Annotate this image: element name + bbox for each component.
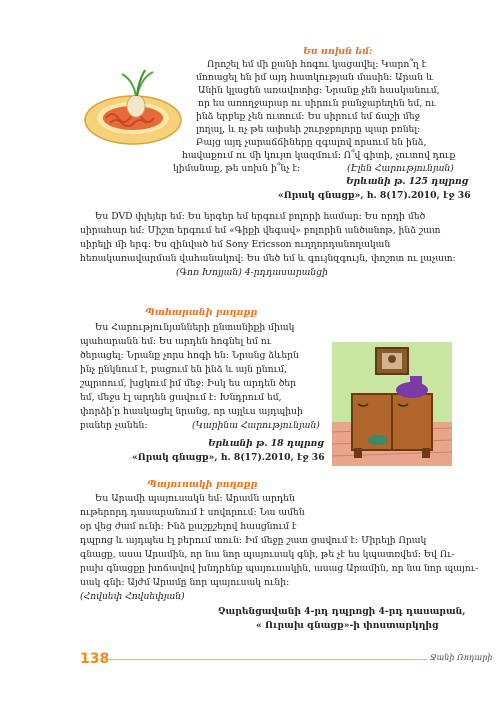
author: (Կարինա Հարությունյան): [192, 420, 320, 431]
text-line: ինչ ընկնում է, բացում են ինձ և այն ընում,: [80, 364, 287, 375]
author: (Գոռ Խոյյան) 4-րդդասարանցի: [176, 267, 328, 278]
text-line: Բայց այդ չարաճճիները զգալով որսում են ինձ,: [196, 137, 427, 148]
footer-divider: [104, 659, 427, 660]
text-line: շպրտում, խցկում իմ մեջ: Իսկ ես արդեն ծեր: [80, 378, 297, 389]
text-line: ութերորդ դասարանում է սովորում: Նա ամեն: [80, 507, 305, 518]
text-line: Ես Հարությունյանների ընտանիքի միակ: [95, 322, 295, 333]
source: « Ուրախ գնացք»-ի փոստարկղից: [256, 620, 439, 631]
text-line: մոռացել են իմ այդ հատկության մասին: Արան և: [196, 72, 434, 83]
text-line: պահարանն եմ: Ես արդեն հոգնել եմ ու: [80, 336, 272, 347]
text-line: րախ գնացքը խոճավով խնդրենք պայուսակին, ասաց Արամին, որ նա նոր պայու-: [80, 563, 479, 574]
school: Չարենցավանի 4-րդ դպրոցի 4-րդ դասարան,: [218, 606, 466, 617]
text-line: ինձ երբեք չեն ուտում: Ես սիրում եմ ճաշի մեջ: [196, 111, 420, 122]
text-line: սակ գնի: Այժմ Արամը նոր պայուսակ ունի:: [80, 577, 290, 588]
text-line: հավաքում ու մի կույտ կազմում: Ո՞վ գիտի, չուտով դուք: [182, 150, 456, 161]
text-line: փորձի՛ր հասկացել նրանց, որ այլևս այդպիսի: [80, 406, 303, 417]
page-number: 138: [80, 651, 110, 667]
source: «Որակ գնացք», հ. 8(17).2010, էջ 36: [132, 452, 325, 463]
text-line: Որոշել եմ մի քանի հոգու կացավել: Կարո՞ղ է: [207, 59, 427, 70]
text-line: բաներ չանեն:: [80, 420, 148, 431]
text-line: որ ես առողջարար ու սիրուն բանջարեղեն եմ, ու: [198, 98, 436, 109]
text-line: հեռակառավարման վահանակով: Ես մեծ եմ և գույնզգույն, փոշոտ ու լաչատ:: [80, 253, 456, 264]
school: Երևանի թ. 18 դպրոց: [208, 438, 324, 449]
text-line: Անին կլացեն առավոտից: Նրանք չեն հասկանում,: [198, 85, 440, 96]
text-line: գնացք, ասա Արամին, որ նա նոր պայուսակ գնի, թե չէ ես կպատռվեմ: Եվ Ու-: [80, 549, 455, 560]
source: «Որակ գնացք», հ. 8(17).2010, էջ 36: [278, 190, 471, 201]
author: (Հովսեփ Հովսեփյան): [80, 591, 185, 602]
footer-title: Ջանի Ռոդարի: [430, 653, 493, 662]
section-title-wardrobe: Պահարանի բողոքը: [145, 307, 258, 318]
wardrobe-illustration: [332, 342, 452, 466]
onion-plate-illustration: [82, 66, 184, 150]
text-line: Ես DVD փլեյեր եմ: Ես երգեր եմ երգում բոլորի համար: Ես որդի մեծ: [95, 211, 426, 222]
author: (Էլեն Հարությունյան): [347, 163, 454, 174]
school: Երևանի թ. 125 դպրոց: [346, 176, 469, 187]
text-line: ծերացել: Նրանք չորս հոգի են: Նրանց ձևերն: [80, 350, 299, 361]
text-line: Ես Արամի պայուսակն եմ: Արամն արդեն: [95, 493, 295, 504]
text-line: կիմանաք, թե սոխն ի՞նչ է:: [173, 163, 301, 174]
section-title-onion: Ես սոխն եմ:: [303, 46, 373, 57]
text-line: սիրահար եմ: Միշտ երգում եմ «Գիքի վեգավ» բոլորին անծանոթ, ինձ շատ: [80, 225, 441, 236]
text-line: դպրոց և այդպես էլ բերում տուն: Իմ մեջը շատ ցավում է: Միրելի Որակ: [80, 535, 427, 546]
text-line: սիրելի մի երգ: Ես զինված եմ Sony Ericsson ուղղորդանողական: [80, 239, 391, 250]
section-title-bag: Պայուսակի բողոքը: [147, 479, 258, 490]
text-line: օր վեց ժամ ունի: Ինձ քաշքշելով հասցնում է: [80, 521, 297, 532]
text-line: լողալ, և ոչ թե ափսեի շուրջբոլորը պար բռնել:: [196, 124, 421, 135]
text-line: եմ, մեջս էլ արդեն ցավում է: Խնդրում եմ,: [80, 392, 282, 403]
